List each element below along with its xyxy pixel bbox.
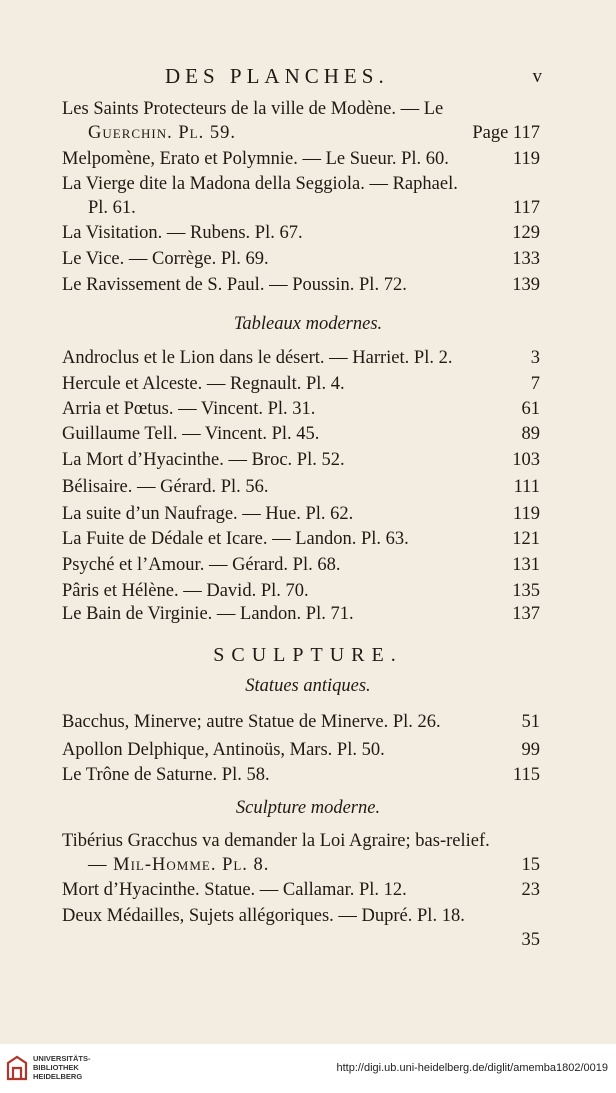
index-line: La Fuite de Dédale et Icare. — Landon. Pl. 63. 121 [62,529,540,549]
index-line: Bacchus, Minerve; autre Statue de Minerve. Pl. 26. 51 [62,712,540,732]
library-name: UNIVERSITÄTS- BIBLIOTHEK HEIDELBERG [33,1054,91,1081]
index-line: — Mil-Homme. Pl. 8. 15 [88,855,540,875]
index-line: La Visitation. — Rubens. Pl. 67. 129 [62,223,540,243]
index-line: Le Ravissement de S. Paul. — Poussin. Pl. 72. 139 [62,275,540,295]
index-line: Hercule et Alceste. — Regnault. Pl. 4. 7 [62,374,540,394]
index-line: Le Trône de Saturne. Pl. 58. 115 [62,765,540,785]
section-heading-sculpture: SCULPTURE. [213,644,403,666]
index-line: Le Bain de Virginie. — Landon. Pl. 71. 137 [62,604,540,624]
index-line: Guillaume Tell. — Vincent. Pl. 45. 89 [62,424,540,444]
index-line: La Mort d’Hyacinthe. — Broc. Pl. 52. 103 [62,450,540,470]
index-line: Guerchin. Pl. 59. Page 117 [88,123,540,143]
index-line: Mort d’Hyacinthe. Statue. — Callamar. Pl. 12. 23 [62,880,540,900]
index-line: Le Vice. — Corrège. Pl. 69. 133 [62,249,540,269]
index-line: Apollon Delphique, Antinoüs, Mars. Pl. 50. 99 [62,740,540,760]
section-heading-antique-statues: Statues antiques. [245,676,371,696]
library-logo-icon [6,1055,28,1081]
index-line: Les Saints Protecteurs de la ville de Modène. — Le [62,99,444,119]
index-line: La Vierge dite la Madona della Seggiola. — Raphael. [62,174,458,194]
index-line: La suite d’un Naufrage. — Hue. Pl. 62. 119 [62,504,540,524]
page-header [0,64,616,94]
index-line: Pâris et Hélène. — David. Pl. 70. 135 [62,581,540,601]
index-line: Bélisaire. — Gérard. Pl. 56. 111 [62,477,540,497]
section-heading-modern-sculpture: Sculpture moderne. [235,798,381,818]
index-line: Deux Médailles, Sujets allégoriques. — Dupré. Pl. 18. [62,906,465,926]
digitization-footer [0,1044,616,1093]
index-line: 35 [521,930,540,950]
page-number: v [532,66,542,87]
index-line: Pl. 61. 117 [88,198,540,218]
section-heading-modern-paintings: Tableaux modernes. [233,314,383,334]
index-line: Tibérius Gracchus va demander la Loi Agraire; bas-relief. [62,831,490,851]
running-title: DES PLANCHES. [165,64,389,88]
index-line: Androclus et le Lion dans le désert. — Harriet. Pl. 2. 3 [62,348,540,368]
index-line: Arria et Pœtus. — Vincent. Pl. 31. 61 [62,399,540,419]
source-url-link[interactable]: http://digi.ub.uni-heidelberg.de/diglit/amemba1802/0019 [336,1062,608,1074]
index-line: Psyché et l’Amour. — Gérard. Pl. 68. 131 [62,555,540,575]
index-line: Melpomène, Erato et Polymnie. — Le Sueur. Pl. 60. 119 [62,149,540,169]
